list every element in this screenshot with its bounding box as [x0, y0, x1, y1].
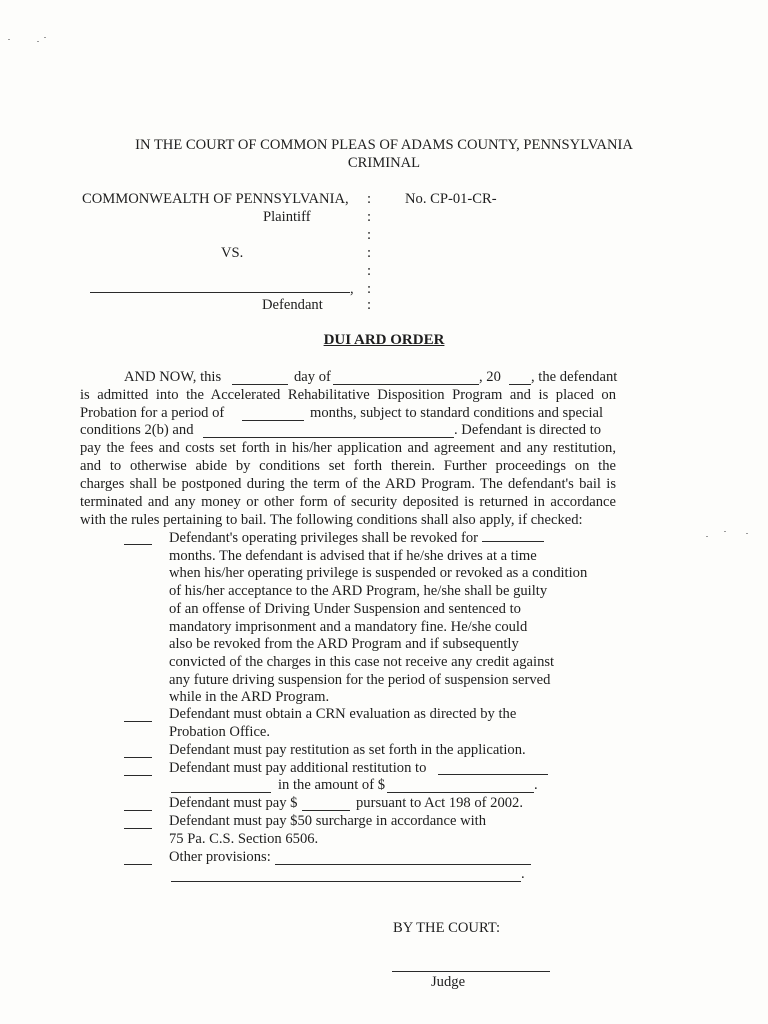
- condition-text: [169, 813, 486, 848]
- case-number: No. CP-01-CR-: [405, 191, 497, 207]
- restitution-amount-blank: [387, 792, 534, 793]
- condition-check-blank[interactable]: [124, 721, 152, 722]
- other-provisions-blank-2: [171, 881, 521, 882]
- order-line-5: pay the fees and costs set forth in his/her application and agreement and any restitution,: [80, 440, 616, 456]
- judge-label: Judge: [431, 974, 466, 990]
- order-line-2: is admitted into the Accelerated Rehabilitative Disposition Program and is placed on: [80, 387, 616, 403]
- caption-colon: :: [367, 227, 372, 243]
- caption-colon: :: [367, 191, 372, 207]
- order-line-4-b: . Defendant is directed to: [454, 422, 602, 438]
- condition-check-blank[interactable]: [124, 775, 152, 776]
- order-line-7: charges shall be postponed during the term of the ARD Program. The defendant's bail is: [80, 476, 616, 492]
- day-blank: [232, 384, 288, 385]
- condition-line: any future driving suspension for the period of suspension served: [169, 671, 551, 688]
- condition-line: months. The defendant is advised that if he/she drives at a time: [169, 547, 537, 564]
- condition-check-blank[interactable]: [124, 810, 152, 811]
- caption-colon: :: [367, 297, 372, 313]
- order-line-3-b: months, subject to standard conditions and special: [310, 405, 604, 421]
- condition-line: [169, 529, 587, 548]
- order-line-1-d: , the defendant: [531, 369, 618, 385]
- condition-line: 75 Pa. C.S. Section 6506.: [169, 830, 319, 847]
- by-the-court: BY THE COURT:: [393, 920, 501, 936]
- judge-signature-line: [392, 971, 550, 972]
- condition-text: [169, 706, 516, 741]
- court-line: IN THE COURT OF COMMON PLEAS OF ADAMS COUNTY, PENNSYLVANIA: [135, 137, 633, 153]
- restitution-payee-blank-2: [171, 792, 271, 793]
- condition-line: when his/her operating privilege is suspended or revoked as a condition: [169, 565, 588, 582]
- restitution-payee-blank: [438, 774, 548, 775]
- versus-label: VS.: [221, 245, 244, 261]
- defendant-name-blank: [90, 292, 350, 293]
- condition-check-blank[interactable]: [124, 828, 152, 829]
- order-line-8: terminated and any money or other form of security deposited is returned in accordance: [80, 494, 616, 510]
- other-provisions-blank: [275, 864, 531, 865]
- condition-line: convicted of the charges in this case not receive any credit against: [169, 653, 555, 670]
- condition-line-text: Defendant's operating privileges shall be revoked for: [169, 530, 478, 546]
- order-line-6: and to otherwise abide by conditions set forth therein. Further proceedings on the: [80, 458, 616, 474]
- order-line-4-a: conditions 2(b) and: [80, 422, 194, 438]
- year-blank: [509, 384, 531, 385]
- order-line-9: with the rules pertaining to bail. The following conditions shall also apply, if checked:: [80, 512, 583, 528]
- plaintiff-role: Plaintiff: [263, 209, 311, 225]
- caption-colon: :: [367, 281, 372, 297]
- month-blank: [333, 384, 479, 385]
- condition-text: Defendant must pay additional restitution to: [169, 760, 427, 776]
- condition-line: while in the ARD Program.: [169, 689, 330, 706]
- probation-months-blank: [242, 420, 304, 421]
- order-line-1-b: day of: [294, 369, 331, 385]
- caption-colon: :: [367, 263, 372, 279]
- order-line-1-c: , 20: [479, 369, 501, 385]
- scan-speck: [746, 533, 748, 534]
- condition-line: of his/her acceptance to the ARD Program, he/she shall be guilty: [169, 583, 548, 600]
- amount-label: in the amount of $: [278, 777, 386, 793]
- caption-colon: :: [367, 209, 372, 225]
- order-line-1-a: AND NOW, this: [124, 369, 222, 385]
- act-198-amount-blank: [302, 810, 350, 811]
- condition-line: Probation Office.: [169, 723, 271, 740]
- division-line: CRIMINAL: [347, 155, 421, 171]
- order-title: DUI ARD ORDER: [323, 332, 445, 348]
- condition-line: mandatory imprisonment and a mandatory fine. He/she could: [169, 618, 528, 635]
- revocation-months-blank: [482, 529, 544, 542]
- scan-speck: [8, 39, 10, 40]
- condition-line: Defendant must pay $50 surcharge in accordance with: [169, 813, 487, 829]
- amount-period: .: [534, 777, 538, 793]
- scan-speck: [724, 531, 726, 532]
- condition-check-blank[interactable]: [124, 864, 152, 865]
- condition-line: of an offense of Driving Under Suspension and sentenced to: [169, 600, 521, 617]
- condition-check-blank[interactable]: [124, 544, 152, 545]
- other-provisions-period: .: [521, 866, 525, 882]
- plaintiff-name: COMMONWEALTH OF PENNSYLVANIA,: [82, 191, 349, 207]
- condition-line: Defendant must obtain a CRN evaluation as directed by the: [169, 706, 517, 722]
- condition-text: Defendant must pay restitution as set forth in the application.: [169, 742, 526, 758]
- condition-text-tail: pursuant to Act 198 of 2002.: [356, 795, 524, 811]
- condition-text: [169, 529, 587, 707]
- court-heading: [0, 136, 768, 172]
- condition-text: Defendant must pay $: [169, 795, 298, 811]
- condition-line: also be revoked from the ARD Program and if subsequently: [169, 636, 519, 653]
- scan-speck: [44, 37, 46, 38]
- scan-speck: [37, 41, 39, 42]
- scan-speck: [706, 536, 708, 537]
- condition-text: Other provisions:: [169, 849, 271, 865]
- order-line-3-a: Probation for a period of: [80, 405, 225, 421]
- defendant-role: Defendant: [262, 297, 323, 313]
- caption-colon: :: [367, 245, 372, 261]
- defendant-comma: ,: [350, 281, 354, 297]
- special-conditions-blank: [203, 437, 454, 438]
- condition-check-blank[interactable]: [124, 757, 152, 758]
